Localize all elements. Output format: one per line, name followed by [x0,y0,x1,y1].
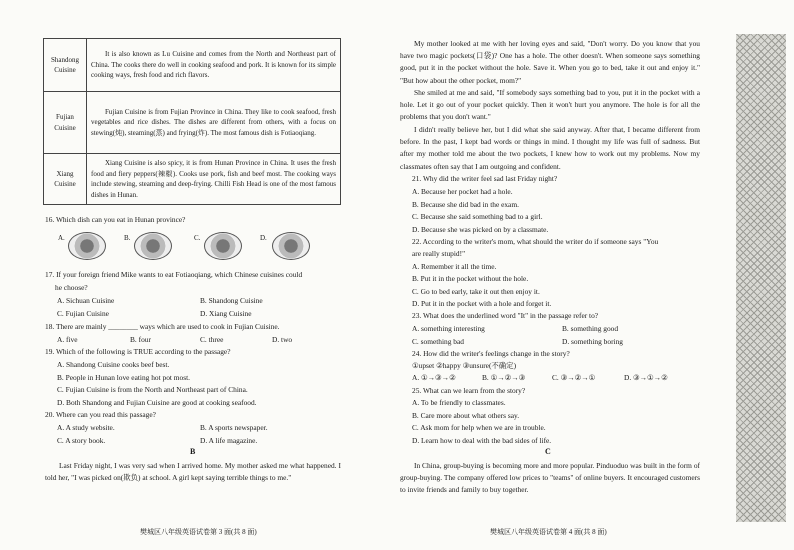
option-19c: C. Fujian Cuisine is from the North and Northeast part of China. [57,385,248,394]
question-23: 23. What does the underlined word "It" in the passage refer to? [412,311,599,320]
passage-b-p2: She smiled at me and said, "If somebody says something bad to you, put it in the pocket with a hole. Let it go out of your pocket quickly. Then it won't hurt you anymore. The hole is for all the problems that you don't want." [400,88,700,122]
passage-b-p3: I didn't really believe her, but I did what she said anyway. After that, I became different from before. In the past, I kept bad words or things in mind. I thought my life was full of sadness. But after my mother told me about the two pockets, I knew how to work out my problems. Now my classmates often say that I am outgoing and confident. [400,125,700,171]
question-19: 19. Which of the following is TRUE according to the passage? [45,347,231,356]
option-label: C. [194,234,201,242]
passage-b-p1: My mother looked at me with her loving eyes and said, "Don't worry. Do you know that you have two magic pockets(口袋)? One has a hole. The other doesn't. When someone says something good, put it in the pocket without the hole. Save it. When you go to bed, take it out and enjoy it." "But how about the other pocket, mom?" [400,39,700,85]
question-18: 18. There are mainly ________ ways which are used to cook in Fujian Cuisine. [45,322,280,331]
cuisine-name: Xiang Cuisine [44,154,87,205]
option-22d: D. Put it in the pocket with a hole and forget it. [412,299,552,308]
question-17-cont: he choose? [55,283,88,292]
option-17d: D. Xiang Cuisine [200,309,252,318]
cuisine-desc: It is also known as Lu Cuisine and comes from the North and Northeast part of China. The cooks there do well in cooking seafood and pork. It is known for its simple cooking ways, fresh food and rich flavors. [87,39,341,92]
dish-image-c [204,232,242,260]
option-21a: A. Because her pocket had a hole. [412,187,513,196]
option-25a: A. To be friendly to classmates. [412,398,506,407]
question-21: 21. Why did the writer feel sad last Friday night? [412,174,558,183]
option-20b: B. A sports newspaper. [200,423,268,432]
section-b-heading: B [190,447,196,456]
question-25: 25. What can we learn from the story? [412,386,526,395]
page-footer: 樊城区八年级英语试卷第 4 面(共 8 面) [490,528,607,536]
question-24: 24. How did the writer's feelings change in the story? [412,349,570,358]
option-label: B. [124,234,131,242]
question-17: 17. If your foreign friend Mike wants to eat Fotiaoqiang, which Chinese cuisines could [45,270,303,279]
passage-b: Last Friday night, I was very sad when I arrived home. My mother asked me what happened. I told her, "I was picked on(欺负) at school. A girl kept saying terrible things to me." [45,461,341,483]
option-20a: A. A study website. [57,423,115,432]
question-16: 16. Which dish can you eat in Hunan province? [45,215,186,224]
dish-image-d [272,232,310,260]
option-19d: D. Both Shandong and Fujian Cuisine are good at cooking seafood. [57,398,257,407]
option-25c: C. Ask mom for help when we are in trouble. [412,423,546,432]
option-19a: A. Shandong Cuisine cooks beef best. [57,360,170,369]
option-25d: D. Learn how to deal with the bad sides of life. [412,436,552,445]
option-17c: C. Fujian Cuisine [57,309,109,318]
cuisine-desc: Xiang Cuisine is also spicy, it is from Hunan Province in China. It uses the fresh food and fiery peppers(辣椒). Cooks use pork, fish and beef most. The cooking ways include stewing, steaming and deep-frying. Chilli Fish Head is one of the most famous dishes in Hunan. [87,154,341,205]
option-23a: A. something interesting [412,324,485,333]
option-22c: C. Go to bed early, take it out then enjoy it. [412,287,540,296]
cuisine-name: Fujian Cuisine [44,92,87,154]
cuisine-desc: Fujian Cuisine is from Fujian Province in China. They like to cook seafood, fresh vegetables and rice dishes. The dishes are different from others, with a focus on stewing(炖), steaming(蒸) and frying(炸). The most famous dish is Fotiaoqiang. [87,92,341,154]
option-label: A. [58,234,65,242]
option-24b: B. ①→②→③ [482,373,526,382]
question-22-cont: are really stupid!" [412,249,466,258]
dish-image-b [134,232,172,260]
option-22a: A. Remember it all the time. [412,262,497,271]
cuisine-name: Shandong Cuisine [44,39,87,92]
option-label: D. [260,234,267,242]
section-c-heading: C [545,447,551,456]
option-21b: B. Because she did bad in the exam. [412,200,519,209]
option-18c: C. three [200,335,224,344]
binding-margin-pattern [736,34,786,522]
option-20c: C. A story book. [57,436,106,445]
page-footer: 樊城区八年级英语试卷第 3 面(共 8 面) [140,528,257,536]
option-18b: B. four [130,335,151,344]
question-22: 22. According to the writer's mom, what should the writer do if someone says "You [412,237,659,246]
option-18d: D. two [272,335,293,344]
table-row [44,154,341,205]
cuisine-table [43,38,341,205]
table-row [44,92,341,154]
option-21c: C. Because she said something bad to a girl. [412,212,543,221]
option-24a: A. ①→③→② [412,373,456,382]
option-23b: B. something good [562,324,619,333]
option-17b: B. Shandong Cuisine [200,296,263,305]
option-24c: C. ③→②→① [552,373,596,382]
option-21d: D. Because she was picked on by a classmate. [412,225,549,234]
question-20: 20. Where can you read this passage? [45,410,156,419]
passage-c: In China, group-buying is becoming more and more popular. Pinduoduo was built in the form of group-buying. The company offered low prices to "teams" of online buyers. It encouraged customers to invite friends and family to buy together. [400,461,700,495]
option-20d: D. A life magazine. [200,436,258,445]
option-23c: C. something bad [412,337,464,346]
table-row [44,39,341,92]
option-18a: A. five [57,335,78,344]
option-17a: A. Sichuan Cuisine [57,296,115,305]
dish-image-a [68,232,106,260]
right-page [400,0,730,550]
option-19b: B. People in Hunan love eating hot pot most. [57,373,191,382]
dish-options [58,228,318,264]
option-22b: B. Put it in the pocket without the hole. [412,274,529,283]
option-24d: D. ③→①→② [624,373,668,382]
option-25b: B. Care more about what others say. [412,411,520,420]
q24-items: ①upset ②happy ③unsure(不确定) [412,361,517,370]
option-23d: D. something boring [562,337,623,346]
